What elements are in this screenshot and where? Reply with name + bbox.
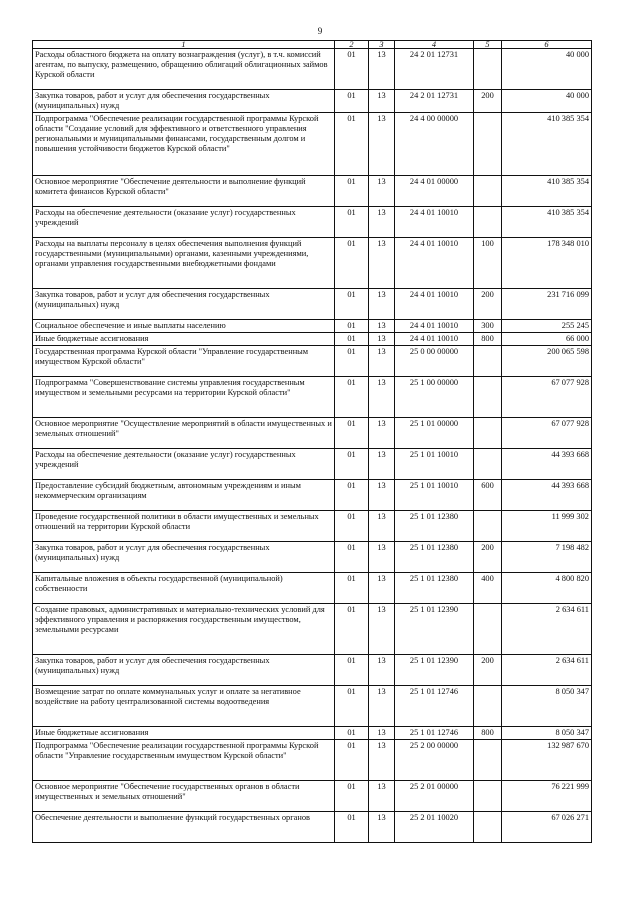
- cell-vr: [474, 740, 502, 781]
- cell-pr: 13: [369, 604, 395, 655]
- cell-vr: 400: [474, 573, 502, 604]
- cell-csr: 24 4 01 10010: [395, 238, 474, 289]
- cell-csr: 25 1 01 10010: [395, 449, 474, 480]
- cell-vr: [474, 686, 502, 727]
- cell-name: Возмещение затрат по оплате коммунальных услуг и оплате за негативное воздействие на работу централизованной системы водоотведения: [33, 686, 335, 727]
- table-row: [33, 377, 592, 418]
- cell-csr: 24 4 01 10010: [395, 333, 474, 346]
- cell-amount: 231 716 099: [502, 289, 592, 320]
- cell-name: Основное мероприятие "Осуществление мероприятий в области имущественных и земельных отношений": [33, 418, 335, 449]
- table-row: [33, 176, 592, 207]
- table-row: [33, 346, 592, 377]
- cell-rz: 01: [335, 418, 369, 449]
- cell-name: Предоставление субсидий бюджетным, автономным учреждениям и иным некоммерческим организациям: [33, 480, 335, 511]
- cell-pr: 13: [369, 573, 395, 604]
- cell-amount: 67 077 928: [502, 377, 592, 418]
- cell-amount: 76 221 999: [502, 781, 592, 812]
- cell-rz: 01: [335, 449, 369, 480]
- cell-amount: 410 385 354: [502, 207, 592, 238]
- cell-name: Расходы на обеспечение деятельности (оказание услуг) государственных учреждений: [33, 207, 335, 238]
- cell-pr: 13: [369, 289, 395, 320]
- table-row: [33, 511, 592, 542]
- cell-amount: 255 245: [502, 320, 592, 333]
- cell-vr: [474, 781, 502, 812]
- cell-vr: [474, 449, 502, 480]
- cell-name: Проведение государственной политики в области имущественных и земельных отношений на территории Курской области: [33, 511, 335, 542]
- column-header: 1: [33, 41, 335, 49]
- cell-pr: 13: [369, 207, 395, 238]
- column-header: 2: [335, 41, 369, 49]
- table-row: [33, 289, 592, 320]
- cell-pr: 13: [369, 333, 395, 346]
- table-row: [33, 812, 592, 843]
- cell-amount: 44 393 668: [502, 449, 592, 480]
- cell-pr: 13: [369, 418, 395, 449]
- cell-pr: 13: [369, 781, 395, 812]
- cell-pr: 13: [369, 377, 395, 418]
- cell-name: Закупка товаров, работ и услуг для обеспечения государственных (муниципальных) нужд: [33, 289, 335, 320]
- table-row: [33, 333, 592, 346]
- cell-vr: [474, 604, 502, 655]
- cell-pr: 13: [369, 686, 395, 727]
- cell-csr: 25 1 01 12390: [395, 655, 474, 686]
- cell-pr: 13: [369, 480, 395, 511]
- cell-csr: 25 2 01 10020: [395, 812, 474, 843]
- column-header: 3: [369, 41, 395, 49]
- cell-csr: 25 1 01 12746: [395, 686, 474, 727]
- cell-pr: 13: [369, 346, 395, 377]
- cell-rz: 01: [335, 49, 369, 90]
- cell-csr: 25 1 01 00000: [395, 418, 474, 449]
- column-header: 6: [502, 41, 592, 49]
- cell-name: Расходы областного бюджета на оплату вознаграждения (услуг), в т.ч. комиссий агентам, по выпуску, размещению, обращению облигаций облигационных займов Курской области: [33, 49, 335, 90]
- cell-vr: 200: [474, 542, 502, 573]
- table-row: [33, 320, 592, 333]
- cell-amount: 67 026 271: [502, 812, 592, 843]
- cell-pr: 13: [369, 176, 395, 207]
- cell-csr: 24 2 01 12731: [395, 49, 474, 90]
- column-header: 5: [474, 41, 502, 49]
- cell-name: Иные бюджетные ассигнования: [33, 333, 335, 346]
- cell-vr: 300: [474, 320, 502, 333]
- cell-name: Основное мероприятие "Обеспечение государственных органов в области имущественных и земельных отношений": [33, 781, 335, 812]
- cell-amount: 8 050 347: [502, 686, 592, 727]
- cell-csr: 25 1 00 00000: [395, 377, 474, 418]
- table-row: [33, 90, 592, 113]
- cell-name: Капитальные вложения в объекты государственной (муниципальной) собственности: [33, 573, 335, 604]
- cell-name: Социальное обеспечение и иные выплаты населению: [33, 320, 335, 333]
- table-row: [33, 238, 592, 289]
- cell-name: Государственная программа Курской области "Управление государственным имуществом Курской области": [33, 346, 335, 377]
- cell-rz: 01: [335, 781, 369, 812]
- table-row: [33, 449, 592, 480]
- cell-csr: 24 4 00 00000: [395, 113, 474, 176]
- cell-amount: 8 050 347: [502, 727, 592, 740]
- cell-rz: 01: [335, 655, 369, 686]
- cell-rz: 01: [335, 573, 369, 604]
- cell-amount: 2 634 611: [502, 604, 592, 655]
- cell-name: Закупка товаров, работ и услуг для обеспечения государственных (муниципальных) нужд: [33, 542, 335, 573]
- cell-vr: [474, 812, 502, 843]
- cell-name: Обеспечение деятельности и выполнение функций государственных органов: [33, 812, 335, 843]
- cell-amount: 410 385 354: [502, 176, 592, 207]
- column-header: 4: [395, 41, 474, 49]
- cell-amount: 200 065 598: [502, 346, 592, 377]
- cell-rz: 01: [335, 320, 369, 333]
- cell-rz: 01: [335, 238, 369, 289]
- cell-amount: 44 393 668: [502, 480, 592, 511]
- cell-amount: 2 634 611: [502, 655, 592, 686]
- table-row: [33, 686, 592, 727]
- cell-rz: 01: [335, 377, 369, 418]
- cell-name: Расходы на выплаты персоналу в целях обеспечения выполнения функций государственными (муниципальными) органами, казенными учреждениями, органами управления государственными внебюджетными фондами: [33, 238, 335, 289]
- budget-table: [32, 40, 592, 843]
- cell-csr: 24 2 01 12731: [395, 90, 474, 113]
- cell-vr: 200: [474, 90, 502, 113]
- table-row: [33, 727, 592, 740]
- cell-rz: 01: [335, 333, 369, 346]
- cell-csr: 25 1 01 12390: [395, 604, 474, 655]
- cell-rz: 01: [335, 113, 369, 176]
- cell-pr: 13: [369, 90, 395, 113]
- cell-amount: 66 000: [502, 333, 592, 346]
- cell-csr: 25 0 00 00000: [395, 346, 474, 377]
- cell-pr: 13: [369, 727, 395, 740]
- cell-name: Подпрограмма "Обеспечение реализации государственной программы Курской области "Создание условий для эффективного и ответственного управления региональными и муниципальными финансами, государственным долгом и повышения устойчивости бюджетов Курской области": [33, 113, 335, 176]
- cell-rz: 01: [335, 727, 369, 740]
- cell-pr: 13: [369, 740, 395, 781]
- cell-pr: 13: [369, 320, 395, 333]
- cell-csr: 25 1 01 12380: [395, 542, 474, 573]
- cell-rz: 01: [335, 289, 369, 320]
- cell-pr: 13: [369, 113, 395, 176]
- cell-pr: 13: [369, 542, 395, 573]
- table-body: [33, 49, 592, 843]
- cell-rz: 01: [335, 346, 369, 377]
- cell-vr: 600: [474, 480, 502, 511]
- table-row: [33, 207, 592, 238]
- cell-name: Подпрограмма "Совершенствование системы управления государственным имуществом и земельными ресурсами на территории Курской области": [33, 377, 335, 418]
- cell-csr: 25 1 01 12380: [395, 573, 474, 604]
- cell-rz: 01: [335, 511, 369, 542]
- table-row: [33, 655, 592, 686]
- cell-rz: 01: [335, 604, 369, 655]
- cell-vr: [474, 176, 502, 207]
- table-row: [33, 781, 592, 812]
- cell-amount: 7 198 482: [502, 542, 592, 573]
- cell-rz: 01: [335, 207, 369, 238]
- cell-csr: 25 2 01 00000: [395, 781, 474, 812]
- cell-pr: 13: [369, 655, 395, 686]
- cell-csr: 24 4 01 10010: [395, 207, 474, 238]
- cell-amount: 4 800 820: [502, 573, 592, 604]
- cell-pr: 13: [369, 238, 395, 289]
- table-row: [33, 740, 592, 781]
- cell-vr: 200: [474, 655, 502, 686]
- cell-csr: 25 1 01 12746: [395, 727, 474, 740]
- cell-csr: 25 1 01 10010: [395, 480, 474, 511]
- cell-name: Расходы на обеспечение деятельности (оказание услуг) государственных учреждений: [33, 449, 335, 480]
- cell-name: Основное мероприятие "Обеспечение деятельности и выполнение функций комитета финансов Курской области": [33, 176, 335, 207]
- cell-rz: 01: [335, 480, 369, 511]
- cell-rz: 01: [335, 686, 369, 727]
- cell-vr: [474, 207, 502, 238]
- cell-amount: 410 385 354: [502, 113, 592, 176]
- cell-name: Создание правовых, административных и материально-технических условий для эффективного управления и распоряжения государственным имуществом, земельными ресурсами: [33, 604, 335, 655]
- cell-vr: 800: [474, 727, 502, 740]
- table-row: [33, 113, 592, 176]
- cell-vr: [474, 377, 502, 418]
- cell-amount: 40 000: [502, 90, 592, 113]
- table-header-row: [33, 41, 592, 49]
- table-row: [33, 542, 592, 573]
- table-row: [33, 573, 592, 604]
- table-row: [33, 418, 592, 449]
- cell-csr: 24 4 01 00000: [395, 176, 474, 207]
- cell-csr: 24 4 01 10010: [395, 320, 474, 333]
- cell-csr: 25 1 01 12380: [395, 511, 474, 542]
- page-number: 9: [317, 26, 323, 36]
- cell-csr: 25 2 00 00000: [395, 740, 474, 781]
- cell-amount: 40 000: [502, 49, 592, 90]
- cell-rz: 01: [335, 542, 369, 573]
- cell-vr: [474, 511, 502, 542]
- cell-pr: 13: [369, 511, 395, 542]
- cell-vr: [474, 113, 502, 176]
- cell-rz: 01: [335, 90, 369, 113]
- cell-pr: 13: [369, 49, 395, 90]
- table-row: [33, 49, 592, 90]
- cell-rz: 01: [335, 176, 369, 207]
- cell-amount: 178 348 010: [502, 238, 592, 289]
- cell-amount: 11 999 302: [502, 511, 592, 542]
- cell-vr: 800: [474, 333, 502, 346]
- cell-name: Закупка товаров, работ и услуг для обеспечения государственных (муниципальных) нужд: [33, 90, 335, 113]
- cell-rz: 01: [335, 740, 369, 781]
- cell-csr: 24 4 01 10010: [395, 289, 474, 320]
- cell-vr: 100: [474, 238, 502, 289]
- cell-vr: [474, 49, 502, 90]
- cell-pr: 13: [369, 449, 395, 480]
- cell-vr: [474, 418, 502, 449]
- cell-vr: 200: [474, 289, 502, 320]
- cell-vr: [474, 346, 502, 377]
- table-row: [33, 604, 592, 655]
- cell-amount: 67 077 928: [502, 418, 592, 449]
- cell-pr: 13: [369, 812, 395, 843]
- cell-name: Подпрограмма "Обеспечение реализации государственной программы Курской области "Управление государственным имуществом Курской области": [33, 740, 335, 781]
- table-row: [33, 480, 592, 511]
- cell-rz: 01: [335, 812, 369, 843]
- cell-name: Закупка товаров, работ и услуг для обеспечения государственных (муниципальных) нужд: [33, 655, 335, 686]
- cell-name: Иные бюджетные ассигнования: [33, 727, 335, 740]
- cell-amount: 132 987 670: [502, 740, 592, 781]
